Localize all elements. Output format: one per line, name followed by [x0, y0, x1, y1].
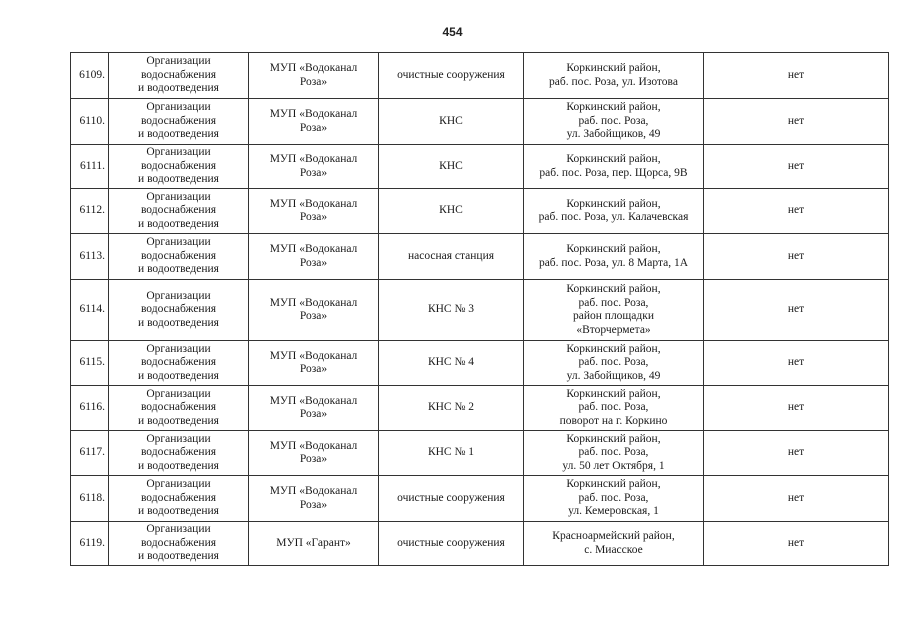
object-type-cell	[379, 431, 524, 476]
operator-line: МУП «Водоканал	[269, 394, 358, 407]
operator-cell	[249, 234, 379, 280]
address-line: ул. Кемеровская, 1	[568, 505, 659, 518]
table-row	[71, 99, 889, 145]
address-line: ул. Забойщиков, 49	[566, 128, 661, 141]
object-line: КНС № 3	[427, 303, 475, 316]
operator-line: Роза»	[299, 310, 328, 322]
address-line: «Вторчермета»	[576, 323, 651, 336]
operator-line: Роза»	[299, 453, 328, 465]
org-line: и водоотведения	[138, 263, 219, 276]
object-type-cell	[379, 53, 524, 99]
object-line: КНС	[439, 114, 463, 127]
address-cell	[524, 99, 704, 145]
operator-line: МУП «Водоканал	[269, 485, 358, 497]
flag-cell: нет	[704, 145, 889, 189]
table-row	[71, 280, 889, 341]
org-line: Организации	[146, 190, 211, 203]
address-line: Коркинский район,	[566, 243, 661, 255]
object-type-cell	[379, 99, 524, 145]
address-line: Коркинский район,	[566, 197, 661, 210]
organization-type-cell	[109, 234, 249, 280]
operator-line: МУП «Водоканал	[269, 296, 358, 309]
table-row	[71, 53, 889, 99]
object-type-cell	[379, 476, 524, 522]
address-line: ул. 50 лет Октября, 1	[562, 459, 665, 472]
operator-line: МУП «Водоканал	[269, 108, 358, 120]
org-line: и водоотведения	[138, 414, 219, 427]
row-number-cell: 6118.	[71, 476, 109, 522]
row-number-cell: 6115.	[71, 341, 109, 386]
object-line: очистные сооружения	[397, 491, 505, 504]
object-line: КНС № 4	[427, 356, 475, 369]
operator-cell	[249, 99, 379, 145]
org-line: и водоотведения	[138, 459, 219, 472]
address-cell	[524, 280, 704, 341]
operator-line: Роза»	[299, 166, 328, 179]
address-line: раб. пос. Роза,	[578, 491, 649, 504]
operator-line: МУП «Гарант»	[276, 536, 351, 549]
org-line: и водоотведения	[138, 82, 219, 95]
row-number-cell: 6113.	[71, 234, 109, 280]
address-cell	[524, 476, 704, 522]
org-line: и водоотведения	[138, 316, 219, 329]
flag-cell: нет	[704, 341, 889, 386]
table-row	[71, 386, 889, 431]
object-line: КНС № 2	[427, 401, 475, 414]
address-line: раб. пос. Роза, пер. Щорса, 9В	[539, 166, 688, 179]
address-line: раб. пос. Роза,	[578, 446, 649, 459]
org-line: водоснабжения	[140, 303, 217, 316]
organization-type-cell	[109, 386, 249, 431]
row-number-cell: 6117.	[71, 431, 109, 476]
flag-cell: нет	[704, 280, 889, 341]
address-line: с. Миасское	[584, 543, 643, 556]
address-cell	[524, 386, 704, 431]
address-line: Коркинский район,	[566, 387, 661, 400]
org-line: Организации	[146, 523, 211, 536]
flag-cell: нет	[704, 522, 889, 566]
object-type-cell	[379, 189, 524, 234]
operator-line: Роза»	[299, 121, 328, 134]
flag-cell: нет	[704, 189, 889, 234]
org-line: и водоотведения	[138, 173, 219, 186]
operator-cell	[249, 280, 379, 341]
row-number-cell: 6111.	[71, 145, 109, 189]
organization-type-cell	[109, 280, 249, 341]
org-line: водоснабжения	[140, 446, 217, 459]
row-number-cell: 6110.	[71, 99, 109, 145]
table-row	[71, 145, 889, 189]
org-line: водоснабжения	[140, 401, 217, 414]
address-cell	[524, 234, 704, 280]
object-type-cell	[379, 341, 524, 386]
operator-line: МУП «Водоканал	[269, 153, 358, 165]
object-type-cell	[379, 386, 524, 431]
operator-line: Роза»	[299, 256, 328, 269]
operator-line: МУП «Водоканал	[269, 243, 358, 255]
operator-line: МУП «Водоканал	[269, 349, 358, 362]
address-cell	[524, 522, 704, 566]
org-line: Организации	[146, 432, 211, 445]
organization-type-cell	[109, 53, 249, 99]
registry-table	[70, 52, 889, 566]
org-line: водоснабжения	[140, 249, 217, 262]
operator-cell	[249, 431, 379, 476]
address-line: раб. пос. Роза,	[578, 401, 649, 414]
address-cell	[524, 53, 704, 99]
org-line: Организации	[146, 387, 211, 400]
table-row	[71, 431, 889, 476]
address-line: поворот на г. Коркино	[559, 414, 668, 427]
address-line: Красноармейский район,	[552, 530, 675, 542]
organization-type-cell	[109, 145, 249, 189]
object-line: очистные сооружения	[397, 68, 505, 81]
organization-type-cell	[109, 99, 249, 145]
org-line: и водоотведения	[138, 505, 219, 518]
address-line: Коркинский район,	[566, 101, 661, 114]
row-number-cell: 6109.	[71, 53, 109, 99]
address-line: ул. Забойщиков, 49	[566, 369, 661, 382]
operator-cell	[249, 386, 379, 431]
page-number: 454	[442, 25, 463, 39]
address-line: Коркинский район,	[566, 432, 661, 445]
operator-cell	[249, 189, 379, 234]
operator-cell	[249, 341, 379, 386]
address-line: Коркинский район,	[566, 283, 661, 295]
organization-type-cell	[109, 476, 249, 522]
object-line: КНС № 1	[427, 446, 475, 459]
org-line: Организации	[146, 342, 211, 355]
operator-line: Роза»	[299, 498, 328, 511]
object-type-cell	[379, 145, 524, 189]
org-line: водоснабжения	[140, 114, 217, 127]
operator-line: МУП «Водоканал	[269, 62, 358, 74]
org-line: Организации	[146, 55, 211, 68]
org-line: и водоотведения	[138, 217, 219, 230]
operator-line: МУП «Водоканал	[269, 197, 358, 210]
table-row	[71, 189, 889, 234]
row-number-cell: 6116.	[71, 386, 109, 431]
table-row	[71, 341, 889, 386]
org-line: и водоотведения	[138, 369, 219, 382]
address-line: Коркинский район,	[566, 342, 661, 355]
org-line: водоснабжения	[140, 536, 217, 549]
org-line: водоснабжения	[140, 68, 217, 81]
address-line: Коркинский район,	[566, 478, 661, 491]
operator-cell	[249, 522, 379, 566]
operator-line: Роза»	[299, 408, 328, 420]
org-line: водоснабжения	[140, 356, 217, 369]
address-cell	[524, 341, 704, 386]
org-line: и водоотведения	[138, 128, 219, 141]
organization-type-cell	[109, 522, 249, 566]
row-number-cell: 6112.	[71, 189, 109, 234]
address-line: раб. пос. Роза,	[578, 114, 649, 127]
address-cell	[524, 189, 704, 234]
flag-cell: нет	[704, 234, 889, 280]
operator-line: Роза»	[299, 211, 328, 223]
table-row	[71, 476, 889, 522]
org-line: Организации	[146, 146, 211, 159]
organization-type-cell	[109, 189, 249, 234]
object-type-cell	[379, 280, 524, 341]
object-line: КНС	[439, 204, 463, 217]
row-number-cell: 6119.	[71, 522, 109, 566]
org-line: Организации	[146, 289, 211, 302]
operator-cell	[249, 53, 379, 99]
object-line: насосная станция	[407, 249, 495, 262]
org-line: Организации	[146, 101, 211, 114]
address-line: Коркинский район,	[566, 153, 661, 165]
org-line: водоснабжения	[140, 204, 217, 217]
address-cell	[524, 431, 704, 476]
org-line: водоснабжения	[140, 159, 217, 172]
flag-cell: нет	[704, 53, 889, 99]
object-line: КНС	[439, 159, 463, 172]
address-line: раб. пос. Роза, ул. Изотова	[549, 75, 678, 88]
row-number-cell: 6114.	[71, 280, 109, 341]
organization-type-cell	[109, 431, 249, 476]
flag-cell: нет	[704, 99, 889, 145]
address-line: раб. пос. Роза,	[578, 356, 649, 369]
registry-table-body	[71, 53, 889, 566]
org-line: Организации	[146, 478, 211, 491]
operator-cell	[249, 145, 379, 189]
address-line: район площадки	[573, 310, 654, 322]
table-row	[71, 234, 889, 280]
object-type-cell	[379, 234, 524, 280]
flag-cell: нет	[704, 386, 889, 431]
org-line: и водоотведения	[138, 550, 219, 563]
table-row	[71, 522, 889, 566]
org-line: водоснабжения	[140, 491, 217, 504]
org-line: Организации	[146, 236, 211, 249]
flag-cell: нет	[704, 476, 889, 522]
address-line: раб. пос. Роза, ул. Калачевская	[538, 211, 689, 223]
object-line: очистные сооружения	[397, 536, 505, 549]
address-line: Коркинский район,	[566, 62, 661, 74]
object-type-cell	[379, 522, 524, 566]
address-line: раб. пос. Роза,	[578, 296, 649, 309]
address-cell	[524, 145, 704, 189]
organization-type-cell	[109, 341, 249, 386]
address-line: раб. пос. Роза, ул. 8 Марта, 1А	[538, 256, 689, 269]
operator-cell	[249, 476, 379, 522]
operator-line: Роза»	[299, 75, 328, 88]
operator-line: Роза»	[299, 363, 328, 375]
operator-line: МУП «Водоканал	[269, 439, 358, 452]
flag-cell: нет	[704, 431, 889, 476]
